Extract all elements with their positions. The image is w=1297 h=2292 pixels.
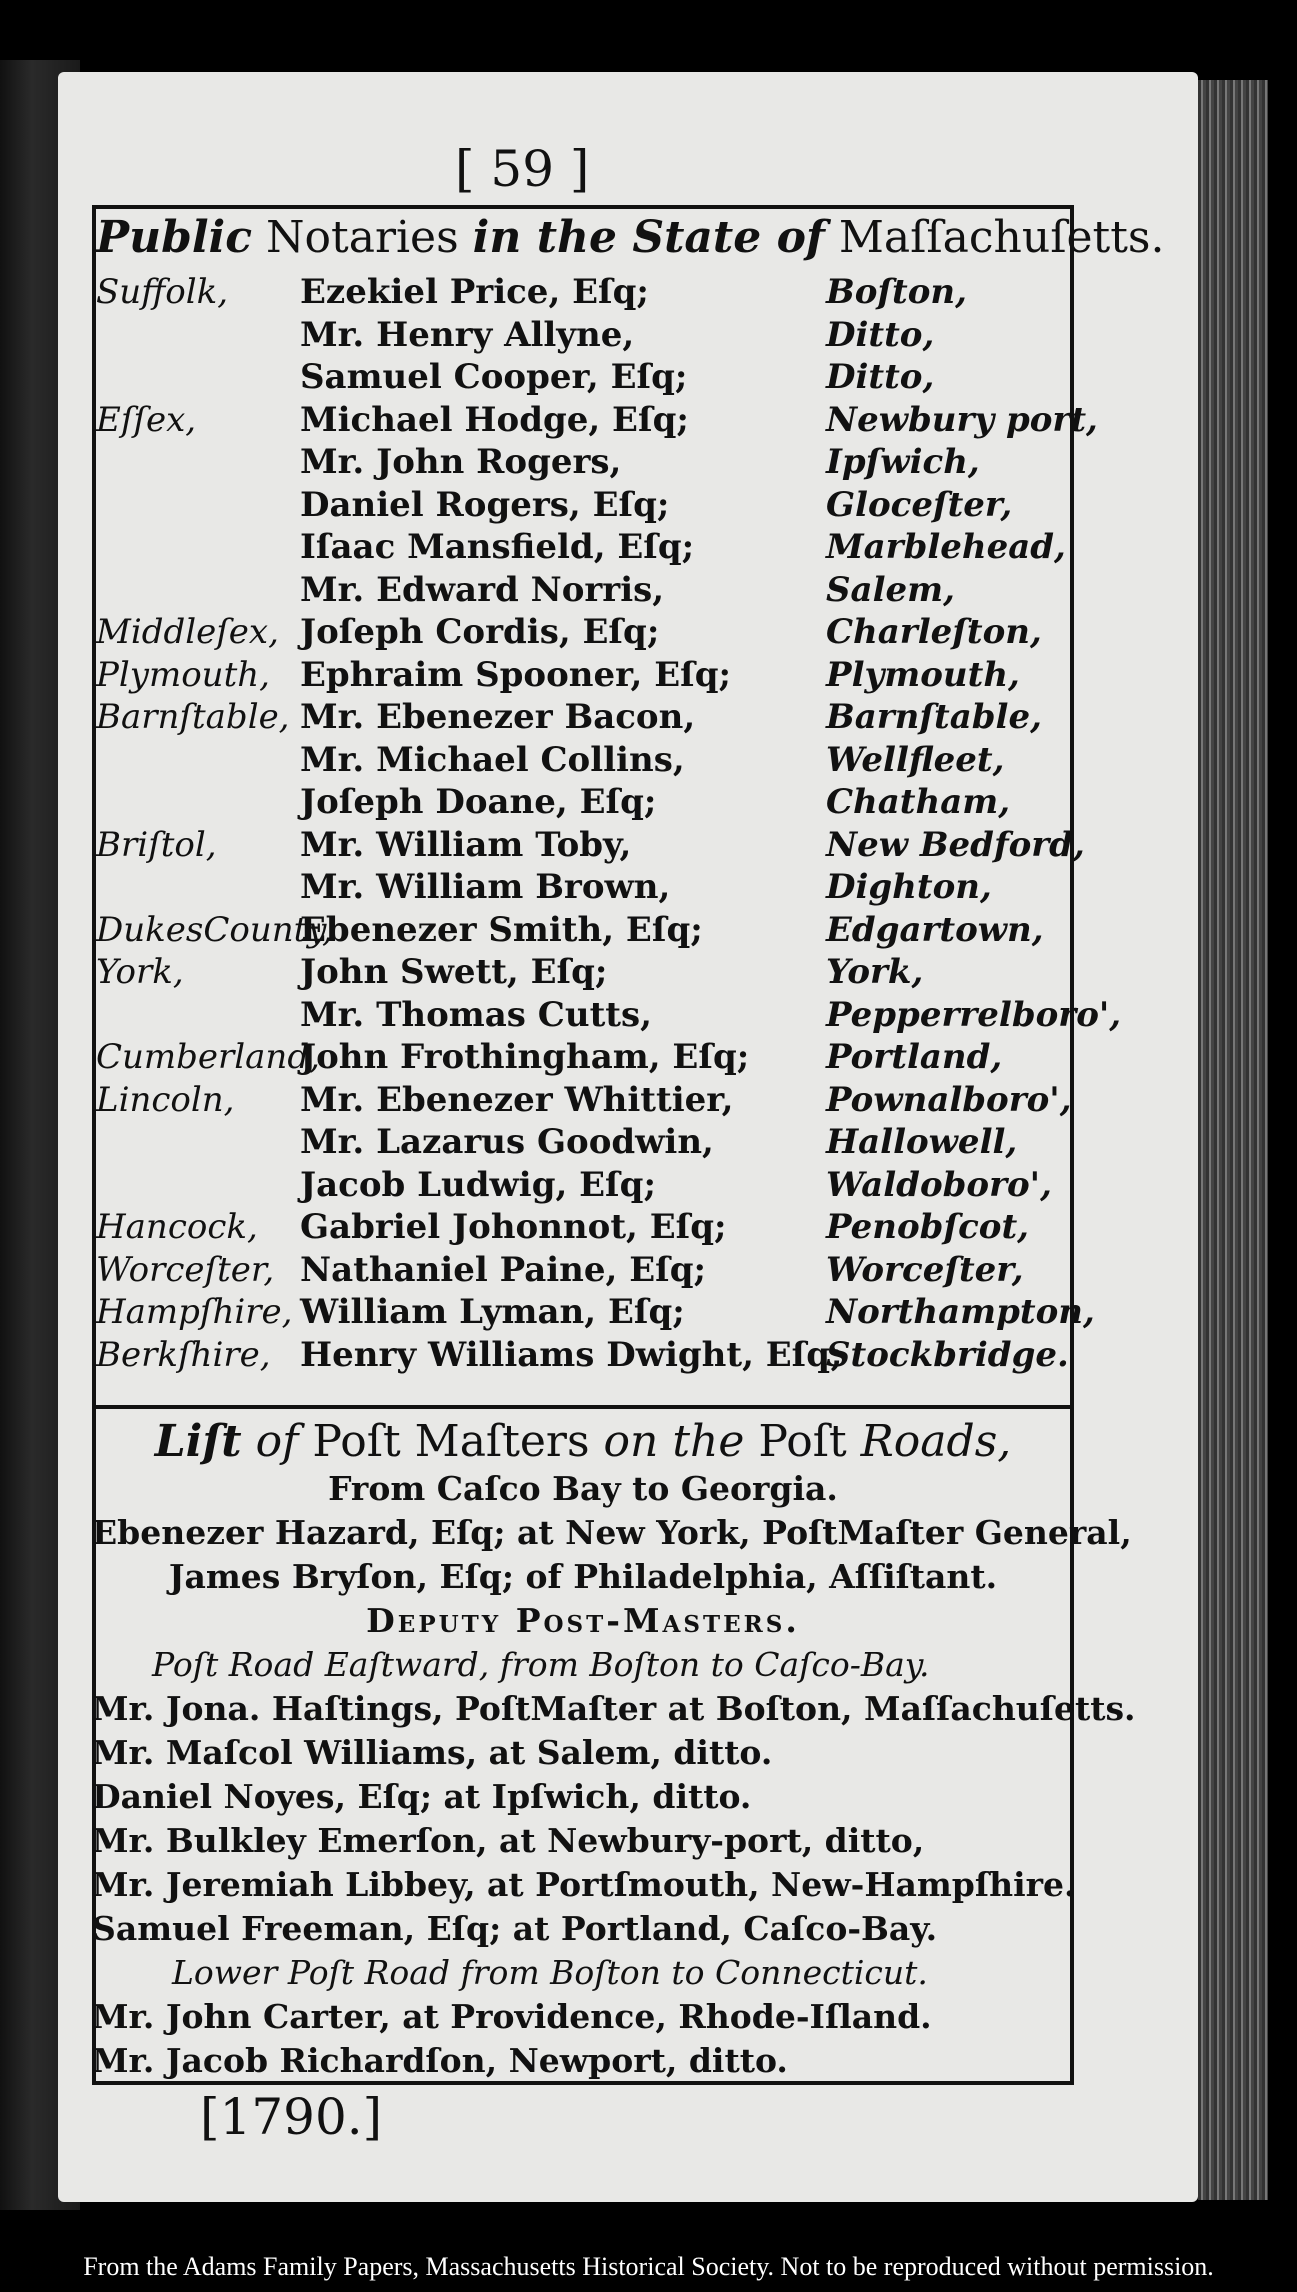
title-word-notaries: Notaries [252,212,473,263]
eastward-list [92,1687,1136,1951]
town-cell: Edgartown, [826,909,1044,950]
name-cell: Joſeph Doane, Eſq; [300,782,657,822]
notary-row [96,1335,1071,1378]
eastward-entry: Daniel Noyes, Eſq; at Ipſwich, ditto. [92,1777,752,1816]
town-cell: Charleſton, [826,612,1042,652]
name-cell: William Lyman, Eſq; [300,1292,685,1332]
name-cell: Ebenezer Smith, Eſq; [300,909,703,950]
notary-row [96,1207,1071,1250]
town-cell: Northampton, [826,1292,1095,1332]
notary-row [96,527,1071,570]
eastward-entry: Mr. Jeremiah Libbey, at Portſmouth, New-Hampſhire. [92,1865,1076,1904]
eastward-entry: Samuel Freeman, Eſq; at Portland, Caſco-Bay. [92,1909,938,1948]
title-word-public: Public [96,212,253,263]
title-word-state: in the State of [472,212,825,263]
notary-row [96,1080,1071,1123]
town-cell: Salem, [826,569,955,610]
notary-row [96,910,1071,953]
town-cell: Waldoboro', [826,1164,1052,1205]
title-word-mass: Maſſachuſetts. [824,212,1165,263]
county-cell: Plymouth, [96,654,270,695]
eastward-heading: Poſt Road Eaſtward, from Boſton to Caſco-Bay. [152,1645,930,1684]
town-cell: Ditto, [826,314,935,355]
name-cell: Gabriel Johonnot, Eſq; [300,1207,727,1247]
notary-row [96,1250,1071,1293]
name-cell: Henry Williams Dwight, Eſq; [300,1334,843,1375]
assistant: James Bryſon, Eſq; of Philadelphia, Aſſiſtant. [168,1557,998,1596]
lower-heading: Lower Poſt Road from Boſton to Connecticut. [172,1953,928,1992]
town-cell: Chatham, [826,782,1011,822]
town-cell: Worceſter, [826,1249,1024,1290]
copyright-footer: From the Adams Family Papers, Massachusetts Historical Society. Not to be reproduced without permission. [83,2252,1214,2281]
town-cell: New Bedford, [826,824,1085,865]
name-cell: Mr. Ebenezer Bacon, [300,697,696,737]
name-cell: Michael Hodge, Eſq; [300,399,689,440]
postmaster-general: Ebenezer Hazard, Eſq; at New York, PoſtMaſter General, [92,1513,1132,1552]
town-cell: Ipſwich, [826,442,980,482]
name-cell: Nathaniel Paine, Eſq; [300,1249,707,1290]
notary-row [96,952,1071,995]
name-cell: Mr. Thomas Cutts, [300,994,652,1035]
county-cell: DukesCounty, [96,909,333,950]
notary-row [96,442,1071,485]
title-word-post: Poſt [758,1416,847,1467]
eastward-entry: Mr. Bulkley Emerſon, at Newbury-port, ditto, [92,1821,925,1860]
name-cell: Mr. Michael Collins, [300,739,685,780]
notary-row [96,612,1071,655]
notaries-list [96,272,1122,1377]
county-cell: Barnſtable, [96,697,290,737]
town-cell: Newbury port, [826,399,1098,440]
county-cell: Lincoln, [96,1079,235,1120]
notary-row [96,399,1098,443]
notary-row [96,570,1071,613]
notary-row [96,1122,1071,1165]
town-cell: Gloceſter, [826,484,1013,525]
town-cell: York, [826,952,924,992]
postmasters-section [92,1412,1136,2083]
county-cell: Cumberland, [96,1037,320,1077]
page-number: [ 59 ] [455,140,590,198]
notary-row [96,867,1071,910]
town-cell: Dighton, [826,867,992,907]
name-cell: Mr. Edward Norris, [300,569,665,610]
town-cell: Marblehead, [826,527,1066,567]
name-cell: Daniel Rogers, Eſq; [300,484,670,525]
postmasters-title [92,1416,1074,1467]
eastward-entry: Mr. Jona. Haſtings, PoſtMaſter at Boſton, Maſſachuſetts. [92,1689,1136,1728]
subtitle: From Caſco Bay to Georgia. [328,1469,838,1508]
title-word-list: Liſt [154,1416,242,1467]
title-word-of: of [241,1416,313,1467]
notary-row [96,1037,1071,1080]
name-cell: Mr. Ebenezer Whittier, [300,1079,734,1120]
notary-row [96,272,1071,315]
name-cell: Samuel Cooper, Eſq; [300,357,688,397]
county-cell: Hancock, [96,1207,258,1247]
notary-row [96,1292,1095,1335]
name-cell: John Frothingham, Eſq; [300,1037,750,1077]
eastward-entry: Mr. Maſcol Williams, at Salem, ditto. [92,1733,773,1772]
county-cell: Suffolk, [96,272,229,312]
county-cell: Berkſhire, [96,1334,271,1375]
year-label: [1790.] [200,2088,383,2146]
notary-row [96,824,1085,868]
lower-list [92,1995,1074,2083]
notary-row [96,485,1071,528]
town-cell: Plymouth, [826,654,1020,695]
notary-row [96,1165,1071,1208]
county-cell: Briſtol, [96,824,217,865]
name-cell: Mr. John Rogers, [300,442,622,482]
name-cell: John Swett, Eſq; [300,952,608,992]
name-cell: Mr. Lazarus Goodwin, [300,1122,714,1162]
county-cell: Hampſhire, [96,1292,293,1332]
name-cell: Joſeph Cordis, Eſq; [300,612,660,652]
town-cell: Stockbridge. [826,1334,1069,1375]
notary-row [96,315,1071,358]
name-cell: Mr. William Toby, [300,824,632,865]
title-word-postmasters: Poſt Maſters [312,1416,590,1467]
town-cell: Pepperrelboro', [826,994,1122,1035]
town-cell: Ditto, [826,357,935,397]
title-word-on-the: on the [589,1416,759,1467]
name-cell: Ezekiel Price, Eſq; [300,272,649,312]
page-edges [1198,80,1268,2200]
notaries-title [96,212,1165,263]
town-cell: Boſton, [826,272,967,312]
notary-row [96,782,1071,825]
town-cell: Portland, [826,1037,1003,1077]
name-cell: Mr. Henry Allyne, [300,314,635,355]
town-cell: Barnſtable, [826,697,1042,737]
county-cell: Eſſex, [96,399,197,440]
town-cell: Hallowell, [826,1122,1018,1162]
county-cell: Middleſex, [96,612,279,652]
lower-entry: Mr. Jacob Richardſon, Newport, ditto. [92,2041,788,2080]
section-divider [92,1405,1074,1409]
town-cell: Wellfleet, [826,739,1005,780]
town-cell: Pownalboro', [826,1079,1072,1120]
title-word-roads: Roads, [846,1416,1012,1467]
notary-row [96,655,1071,698]
county-cell: York, [96,952,184,992]
name-cell: Ephraim Spooner, Eſq; [300,654,732,695]
notary-row [96,357,1071,400]
name-cell: Mr. William Brown, [300,867,671,907]
deputy-heading: Deputy Post-Masters. [366,1601,800,1640]
name-cell: Iſaac Mansfield, Eſq; [300,527,695,567]
name-cell: Jacob Ludwig, Eſq; [300,1164,657,1205]
notary-row [96,740,1071,783]
notary-row [96,994,1122,1038]
county-cell: Worceſter, [96,1249,275,1290]
notary-row [96,697,1071,740]
lower-entry: Mr. John Carter, at Providence, Rhode-Iſland. [92,1997,932,2036]
town-cell: Penobſcot, [826,1207,1030,1247]
